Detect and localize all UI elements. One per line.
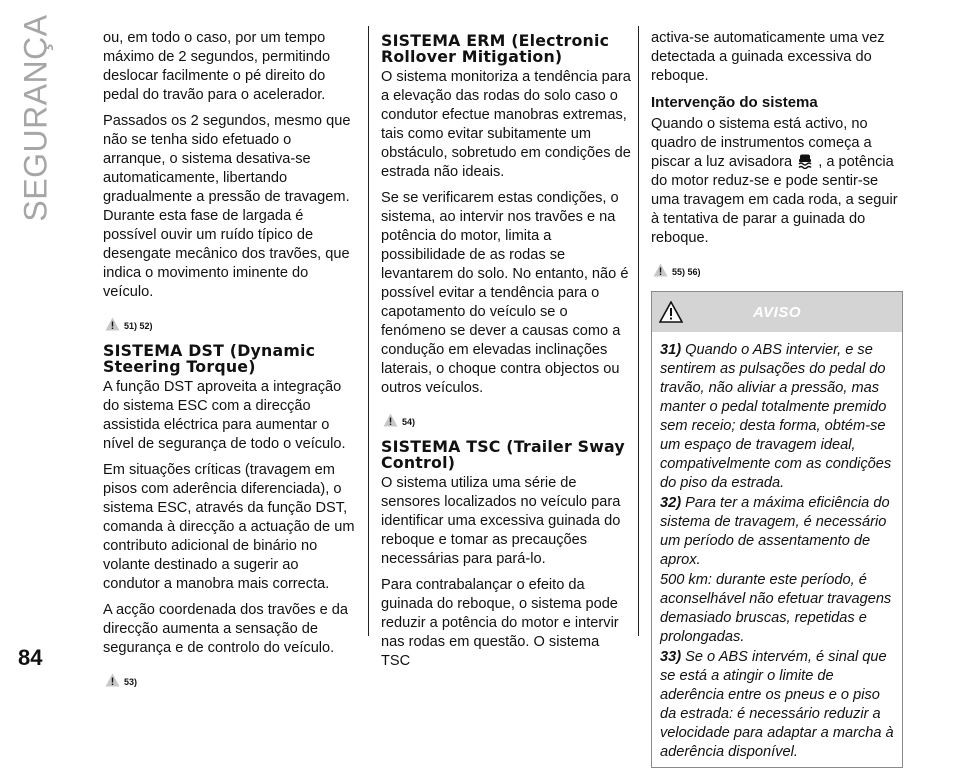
warning-note bbox=[660, 648, 894, 762]
section-heading-erm: SISTEMA ERM (Electronic Rollover Mitigation) bbox=[381, 31, 610, 66]
warning-triangle-icon bbox=[105, 673, 120, 687]
paragraph: activa-se automaticamente uma vez detectada a guinada excessiva do reboque. bbox=[651, 30, 885, 84]
paragraph: O sistema monitoriza a tendência para a elevação das rodas do solo caso o condutor efectue manobras extremas, tais como evitar subitamente um obstáculo, sobretudo em condições de estrada não ideais. bbox=[381, 69, 631, 180]
paragraph: Para contrabalançar o efeito da guinada do reboque, o sistema pode reduzir a potência do motor e intervir nas rodas em questão. O sistema TSC bbox=[381, 577, 619, 669]
paragraph-text: , a potência do motor reduz-se e pode sentir-se uma travagem em cada roda, a seguir à tentativa de parar a guinada do reboque. bbox=[651, 154, 898, 246]
note-number: 31) bbox=[660, 342, 682, 358]
paragraph bbox=[651, 115, 901, 248]
paragraph: Passados os 2 segundos, mesmo que não se tenha sido efetuado o arranque, o sistema desativa-se automaticamente, libertando gradualmente a pressão de travagem. Durante esta fase de largada é possível ouvir um ruído típico de desengate mecânico dos travões, que indica o movimento iminente do veículo. bbox=[103, 113, 351, 300]
note-text: Quando o ABS intervier, e se sentirem as pulsações do pedal do travão, não aliviar a pressão, mas manter o pedal totalmente premido sem receio; desta forma, obtém-se um espaço de travagem ideal, compativelmente com as condições do piso da estrada. bbox=[660, 342, 892, 491]
paragraph: Se se verificarem estas condições, o sistema, ao intervir nos travões e na potência do motor, limita a possibilidade de as rodas se levantarem do solo. No entanto, não é possível evitar a tendência para o capotamento do veículo se o fenómeno se dever a causas como a condução em elevadas inclinações laterais, o choque contra objectos ou outros veículos. bbox=[381, 190, 629, 396]
warning-references bbox=[105, 665, 355, 687]
note-number: 32) bbox=[660, 495, 682, 511]
note-continuation: 500 km: durante este período, é aconselhável não efetuar travagens demasiado bruscas, repetidas e prolongadas. bbox=[660, 572, 892, 645]
page-number: 84 bbox=[18, 645, 43, 670]
note-text: Se o ABS intervém, é sinal que se está a atingir o limite de aderência entre os pneus e o piso da estrada: é necessário reduzir a velocidade para adaptar a marcha à aderência disponível. bbox=[660, 649, 894, 760]
column-divider-right bbox=[638, 26, 639, 636]
reference-numbers: 54) bbox=[402, 417, 416, 427]
note-text: Para ter a máxima eficiência do sistema de travagem, é necessário um período de assentamento de aprox. bbox=[660, 495, 890, 568]
column-divider-left bbox=[368, 26, 369, 636]
warning-references bbox=[105, 309, 355, 331]
warning-references bbox=[653, 255, 901, 277]
traction-warning-light-icon bbox=[797, 153, 813, 169]
text-column-1 bbox=[103, 29, 355, 699]
warning-triangle-icon bbox=[653, 263, 668, 277]
paragraph: ou, em todo o caso, por um tempo máximo de 2 segundos, permitindo deslocar facilmente o pé direito do pedal do travão para o acelerador. bbox=[103, 30, 331, 103]
section-heading-tsc: SISTEMA TSC (Trailer Sway Control) bbox=[381, 437, 625, 472]
reference-numbers: 55) 56) bbox=[672, 267, 701, 277]
warning-box-body bbox=[652, 332, 902, 767]
text-column-2 bbox=[381, 29, 631, 678]
warning-box-header bbox=[652, 292, 902, 332]
warning-triangle-icon bbox=[105, 317, 120, 331]
warning-triangle-icon bbox=[383, 413, 398, 427]
paragraph: A função DST aproveita a integração do sistema ESC com a direcção assistida eléctrica para aumentar o nível de segurança de todo o veículo. bbox=[103, 379, 346, 452]
warning-note bbox=[660, 494, 894, 570]
section-heading-dst: SISTEMA DST (Dynamic Steering Torque) bbox=[103, 341, 316, 376]
warning-box bbox=[651, 291, 903, 768]
note-number: 33) bbox=[660, 649, 682, 665]
warning-references bbox=[383, 405, 631, 427]
warning-box-title: AVISO bbox=[752, 303, 802, 321]
paragraph: A acção coordenada dos travões e da direcção aumenta a sensação de segurança e de controlo do veículo. bbox=[103, 602, 349, 656]
warning-triangle-icon bbox=[659, 301, 683, 323]
reference-numbers: 53) bbox=[124, 677, 138, 687]
section-side-label: SEGURANÇA bbox=[17, 14, 54, 222]
paragraph-text: Quando o sistema está activo, no quadro de instrumentos começa a piscar a luz avisadora bbox=[651, 116, 872, 170]
warning-note bbox=[660, 341, 894, 493]
paragraph: Em situações críticas (travagem em pisos com aderência diferenciada), o sistema ESC, através da função DST, comanda à direcção a actuação de um contributo adicional de binário no volante destinado a sugerir ao condutor a manobra mais correcta. bbox=[103, 462, 355, 592]
subheading-intervencao: Intervenção do sistema bbox=[651, 94, 818, 111]
paragraph: O sistema utiliza uma série de sensores localizados no veículo para identificar uma excessiva guinada do reboque e tomar as precauções necessárias para pará-lo. bbox=[381, 475, 621, 567]
reference-numbers: 51) 52) bbox=[124, 321, 153, 331]
text-column-3 bbox=[651, 29, 901, 768]
